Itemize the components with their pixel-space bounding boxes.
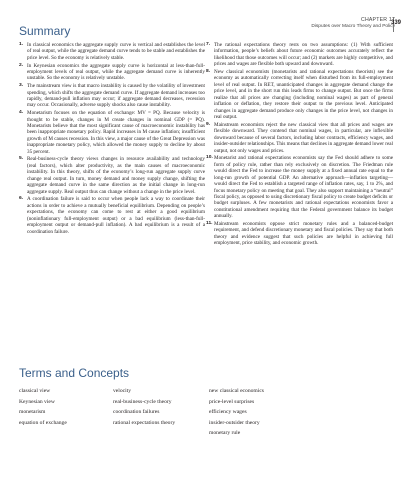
summary-item-number: 5. [19,156,24,162]
chapter-subtitle: Disputes over Macro Theory and Policy [311,24,395,29]
term-item [113,430,209,436]
summary-item-text: Real-business-cycle theory views changes in resource availability and technology (real factors), which alter productivity, as the main causes of macroeconomic instability. In this theory, shifts of the economy’s long-run aggregate supply curve change real output. In turn, money demand and money supply change, shifting the aggregate demand curve in the same direction as the initial change in long-run aggregate supply. Real output thus can change without a change in the price level. [27,156,205,195]
summary-item [19,156,205,195]
term-item [305,430,395,436]
summary-item-text: New classical economists (monetarists and rational expectations theorists) see the economy as automatically correcting itself when disturbed from its full-employment level of real output. In RET, unanticipated changes in aggregate demand change the price level, and in the short run this leads firms to change output. But once the firms realize that all prices are changing (including nominal wages) as part of general inflation or deflation, they restore their output to the previous level. Anticipated changes in aggregate demand produce only changes in the price level, not changes in real output. [214,69,393,121]
term-item [305,388,395,394]
term-item: monetarism [19,409,46,416]
summary-item-number: 8. [206,69,211,74]
term-item: classical view [19,388,51,394]
summary-item-text: Monetarism focuses on the equation of exchange: MV = PQ. Because velocity is thought to be stable, changes in M create changes in nominal GDP (= PQ). Monetarists believe that the most significant cause of macroeconomic instability has been inappropriate monetary policy. Rapid increases in M cause inflation; insufficient growth of M causes recession. In this view, a major cause of the Great Depression was inappropriate monetary policy, which allowed the money supply to decline by about 35 percent. [27,110,205,155]
summary-item-number: 4. [19,110,24,116]
term-item: rational expectations theory [113,419,176,426]
summary-item [206,221,393,247]
summary-item-text: In classical economics the aggregate supply curve is vertical and establishes the level of real output, while the aggregate demand curve tends to be stable and establishes the price level. So the economy is relatively stable. [27,42,205,61]
chapter-label: CHAPTER 17 [361,17,395,23]
summary-item [206,122,393,154]
summary-column-left [19,42,205,236]
summary-item-number: 1. [19,42,24,47]
summary-item [19,42,205,61]
term-item: equation of exchange [19,419,67,426]
summary-item-number: 10. [206,155,213,161]
summary-item-text: Monetarist and rational expectations economists say the Fed should adhere to some form of policy rule, rather than rely exclusively on discretion. The Friedman rule would direct the Fed to increase the money supply at a fixed annual rate equal to the long-run growth of potential GDP. An alternative approach—inflation targeting—would direct the Fed to establish a targeted range of inflation rates, say, 1 to 2%, and focus monetary policy on meeting that goal. They also support maintaining a “neutral” fiscal policy, as opposed to using discretionary fiscal policy to create budget deficits or budget surpluses. A few monetarists and rational expectations economists favor a constitutional amendment requiring that the Federal government balance its budget annually. [214,155,393,220]
summary-item [19,63,205,82]
summary-item-text: Mainstream economists oppose strict monetary rules and a balanced-budget requirement, and defend discretionary monetary and fiscal policies. They say that both theory and evidence suggest that such policies are helpful in achieving full employment, price stability, and economic growth. [214,220,393,247]
summary-item [206,42,393,68]
summary-item-number: 7. [206,42,211,47]
summary-item-text: Mainstream economists reject the new classical view that all prices and wages are flexible downward. They contend that nominal wages, in particular, are inflexible downward because of several factors, including labor contracts, efficiency wages, and insider-outsider relationships. This means that declines in aggregate demand lower real output, not only wages and prices. [214,121,393,154]
summary-item-text: In Keynesian economics the aggregate supply curve is horizontal at less-than-full-employment levels of real output, while the aggregate demand curve is inherently unstable. So the economy is relatively unstable. [27,62,205,82]
summary-column-right [206,42,393,248]
term-item: coordination failures [113,409,160,416]
term-item [305,409,395,415]
summary-item [206,155,393,220]
page-number: 339 [390,20,401,26]
summary-item-number: 11. [206,220,213,226]
term-item [19,430,113,436]
term-item: efficiency wages [209,409,247,416]
term-item: monetary rule [209,430,241,437]
summary-item-text: The rational expectations theory rests on two assumptions: (1) With sufficient information, people’s beliefs about future economic outcomes accurately reflect the likelihood that those outcomes will occur; and (2) markets are highly competitive, and prices and wages are flexible both upward and downward. [214,42,393,68]
terms-list [19,388,395,437]
summary-item [19,110,205,155]
term-item [305,399,395,405]
term-item: velocity [113,388,132,394]
summary-item-text: A coordination failure is said to occur when people lack a way to coordinate their actions in order to achieve a mutually beneficial equilibrium. Depending on people’s expectations, the economy can come to rest at either a good equilibrium (noninflationary full-employment output) or a bad equilibrium (less-than-full-employment output or demand-pull inflation). A bad equilibrium is a result of a coordination failure. [27,196,205,235]
summary-item [19,196,205,235]
summary-item-number: 2. [19,62,24,68]
term-item [305,420,395,426]
term-item: real-business-cycle theory [113,398,172,405]
terms-heading: Terms and Concepts [19,366,130,380]
term-item: Keynesian view [19,398,55,405]
summary-item [19,83,205,109]
term-item: price-level surprises [209,398,255,405]
summary-item [206,69,393,121]
term-item: insider-outsider theory [209,419,260,426]
term-item: new classical economics [209,388,264,394]
summary-item-text: The mainstream view is that macro instability is caused by the volatility of investment spending, which shifts the aggregate demand curve. If aggregate demand increases too rapidly, demand-pull inflation may occur; if aggregate demand decreases, recession may occur. Occasionally, adverse supply shocks also cause instability. [27,83,205,109]
summary-item-number: 6. [19,196,24,202]
summary-heading: Summary [19,24,71,38]
summary-item-number: 3. [19,83,24,89]
summary-item-number: 9. [206,121,211,127]
